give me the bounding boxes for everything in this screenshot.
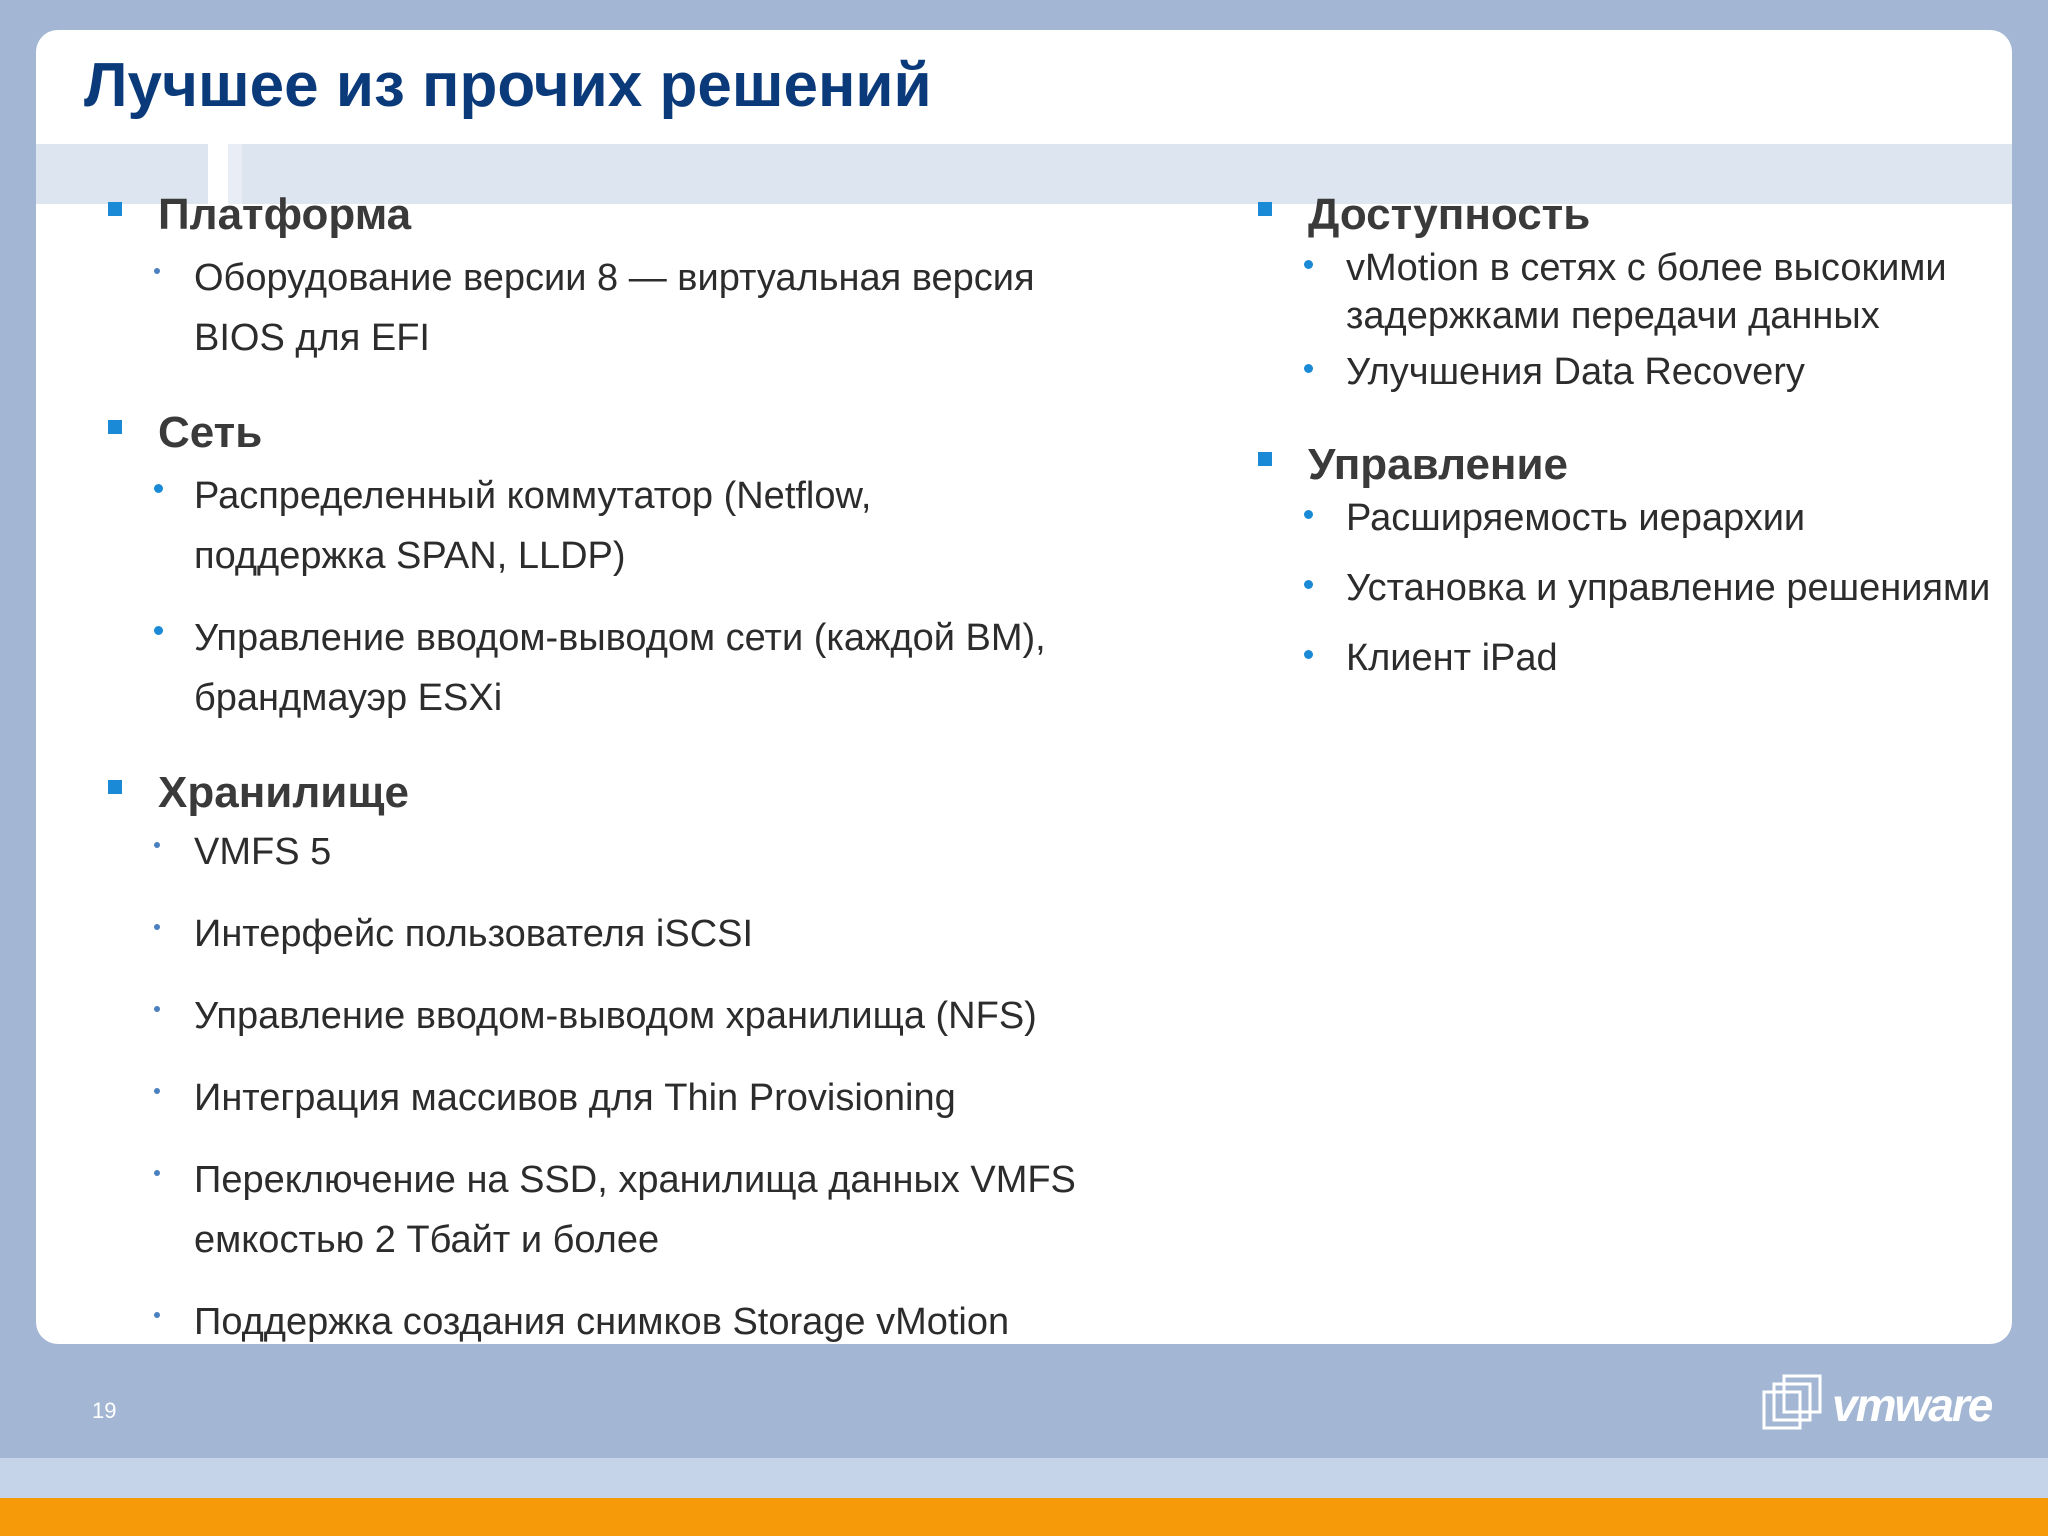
section-heading: Управление <box>1258 440 1990 490</box>
footer-stripe <box>0 1458 2048 1498</box>
bullet-dot-icon <box>154 842 160 848</box>
list-item: Клиент iPad <box>1258 634 1990 682</box>
list-item: Поддержка создания снимков Storage vMotion <box>108 1292 1076 1344</box>
section-heading: Доступность <box>1258 190 1947 240</box>
square-bullet-icon <box>1258 452 1272 466</box>
section-network <box>108 408 1046 728</box>
vmware-wordmark: vmware <box>1832 1379 1992 1431</box>
bullet-dot-icon <box>154 924 160 930</box>
bullet-dot-icon <box>1304 580 1313 589</box>
vmware-mark-icon <box>1760 1372 1824 1432</box>
section-management <box>1258 440 1990 682</box>
section-storage <box>108 768 1076 1344</box>
list-item: vMotion в сетях с более высокими задержками передачи данных <box>1258 244 1947 340</box>
square-bullet-icon <box>108 420 122 434</box>
bullet-dot-icon <box>1304 650 1313 659</box>
list-item: Интерфейс пользователя iSCSI <box>108 904 1076 964</box>
section-heading: Сеть <box>108 408 1046 458</box>
list-item: Распределенный коммутатор (Netflow, поддержка SPAN, LLDP) <box>108 466 1046 586</box>
square-bullet-icon <box>108 202 122 216</box>
slide-card <box>36 30 2012 1344</box>
bullet-dot-icon <box>1304 364 1313 373</box>
section-platform <box>108 190 1035 368</box>
bullet-dot-icon <box>154 1088 160 1094</box>
section-availability <box>1258 190 1947 396</box>
section-heading: Хранилище <box>108 768 1076 818</box>
bullet-dot-icon <box>1304 510 1313 519</box>
list-item: Управление вводом-выводом хранилища (NFS) <box>108 986 1076 1046</box>
list-item: Интеграция массивов для Thin Provisioning <box>108 1068 1076 1128</box>
vmware-logo <box>1760 1372 2000 1432</box>
list-item: Управление вводом-выводом сети (каждой ВМ), брандмауэр ESXi <box>108 608 1046 728</box>
page-number: 19 <box>92 1398 117 1423</box>
list-item: Улучшения Data Recovery <box>1258 348 1947 396</box>
bullet-dot-icon <box>154 484 163 493</box>
bullet-dot-icon <box>154 1006 160 1012</box>
bullet-dot-icon <box>154 1312 160 1318</box>
section-heading: Платформа <box>108 190 1035 240</box>
bullet-dot-icon <box>1304 260 1313 269</box>
list-item: Установка и управление решениями <box>1258 564 1990 612</box>
footer-accent-stripe <box>0 1498 2048 1536</box>
slide-title: Лучшее из прочих решений <box>84 51 932 120</box>
bullet-dot-icon <box>154 626 163 635</box>
list-item: VMFS 5 <box>108 822 1076 882</box>
list-item: Оборудование версии 8 — виртуальная версия BIOS для EFI <box>108 248 1035 368</box>
bullet-dot-icon <box>154 1170 160 1176</box>
square-bullet-icon <box>108 780 122 794</box>
list-item: Переключение на SSD, хранилища данных VMFS емкостью 2 Тбайт и более <box>108 1150 1076 1270</box>
square-bullet-icon <box>1258 202 1272 216</box>
list-item: Расширяемость иерархии <box>1258 494 1990 542</box>
bullet-dot-icon <box>154 268 160 274</box>
